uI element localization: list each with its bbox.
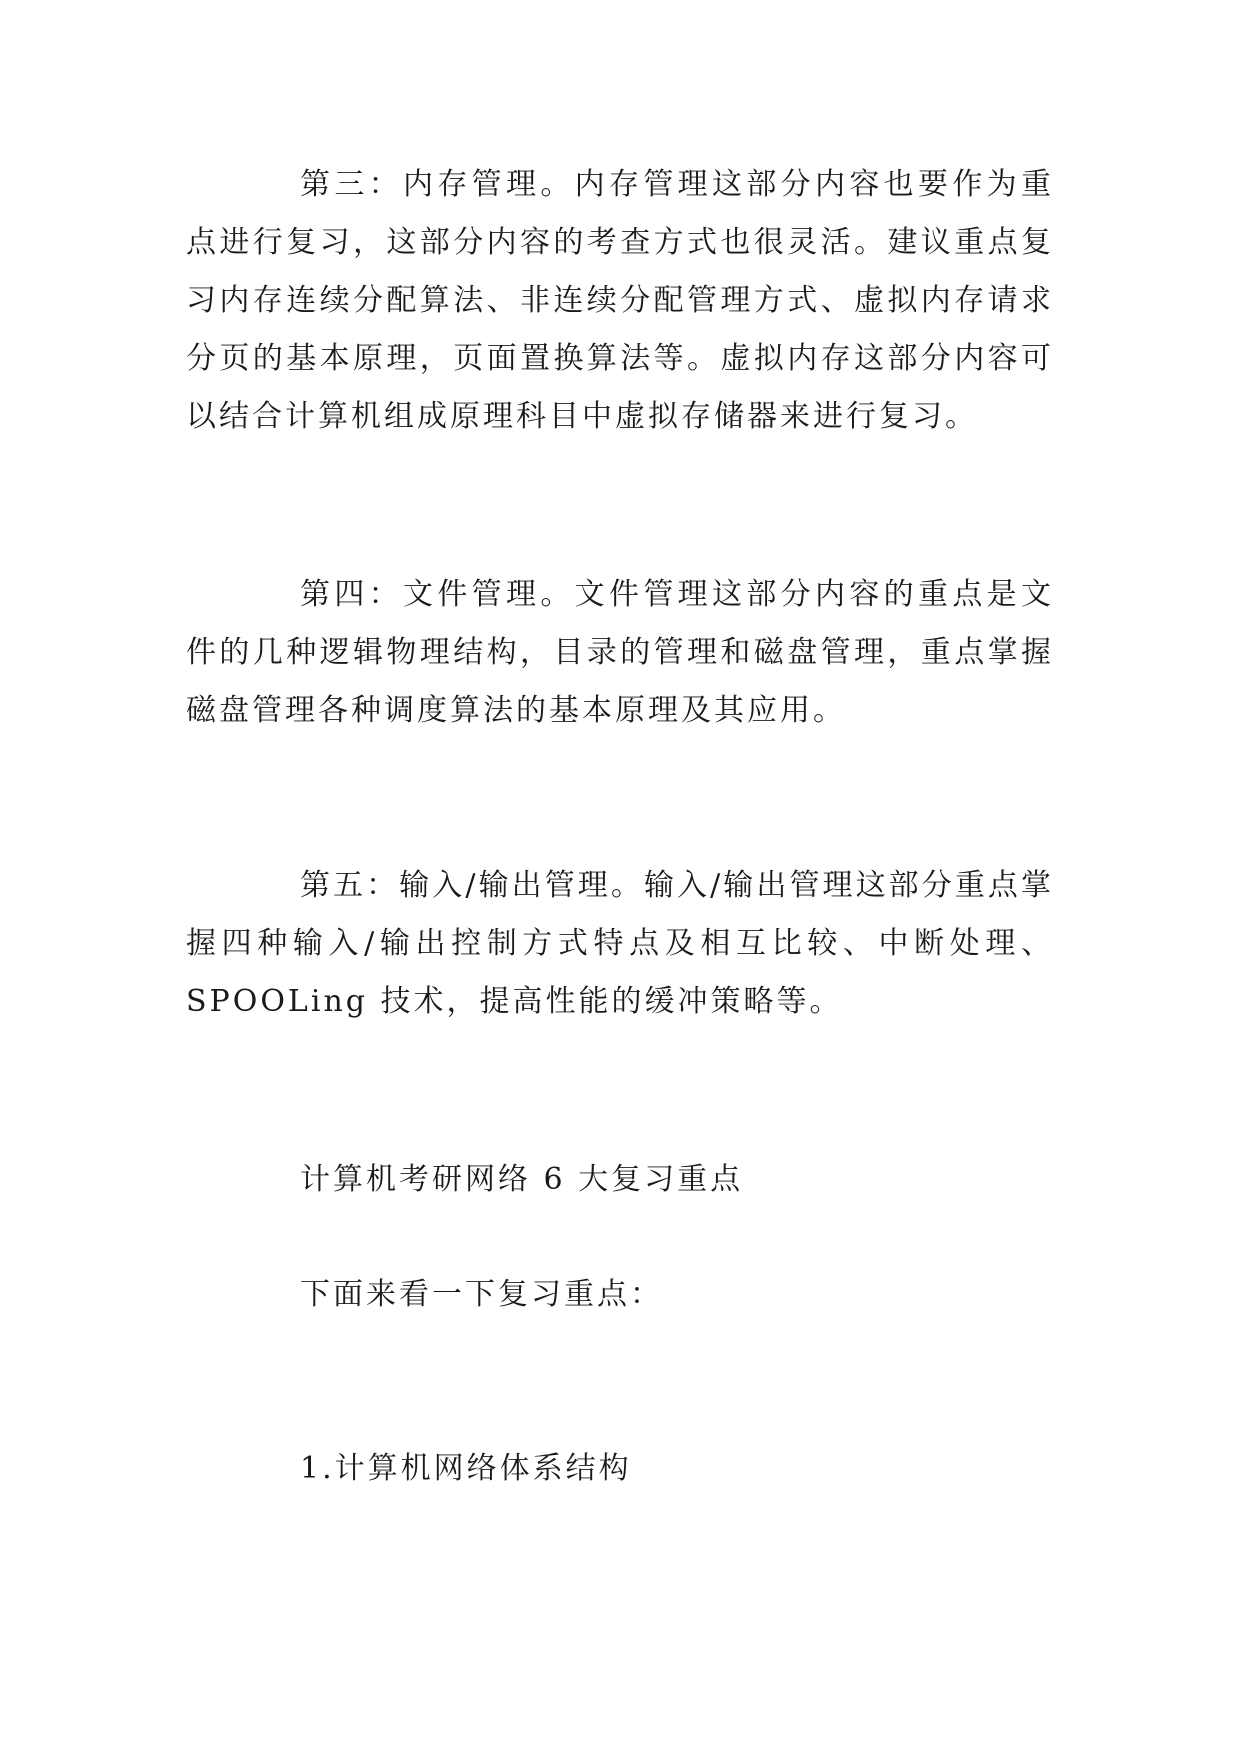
- paragraph-io-management: 第五：输入/输出管理。输入/输出管理这部分重点掌握四种输入/输出控制方式特点及相互比较、中断处理、SPOOLing 技术，提高性能的缓冲策略等。: [186, 868, 1054, 1019]
- review-intro-line: 下面来看一下复习重点：: [300, 1277, 663, 1312]
- paragraph-file-management: 第四：文件管理。文件管理这部分内容的重点是文件的几种逻辑物理结构，目录的管理和磁盘管理，重点掌握磁盘管理各种调度算法的基本原理及其应用。: [186, 577, 1054, 728]
- paragraph-memory-management: 第三：内存管理。内存管理这部分内容也要作为重点进行复习，这部分内容的考查方式也很灵活。建议重点复习内存连续分配算法、非连续分配管理方式、虚拟内存请求分页的基本原理，页面置换算法等。虚拟内存这部分内容可以结合计算机组成原理科目中虚拟存储器来进行复习。: [186, 167, 1054, 434]
- network-review-heading: 计算机考研网络 6 大复习重点: [300, 1162, 744, 1197]
- list-item-network-architecture: 1.计算机网络体系结构: [300, 1451, 632, 1486]
